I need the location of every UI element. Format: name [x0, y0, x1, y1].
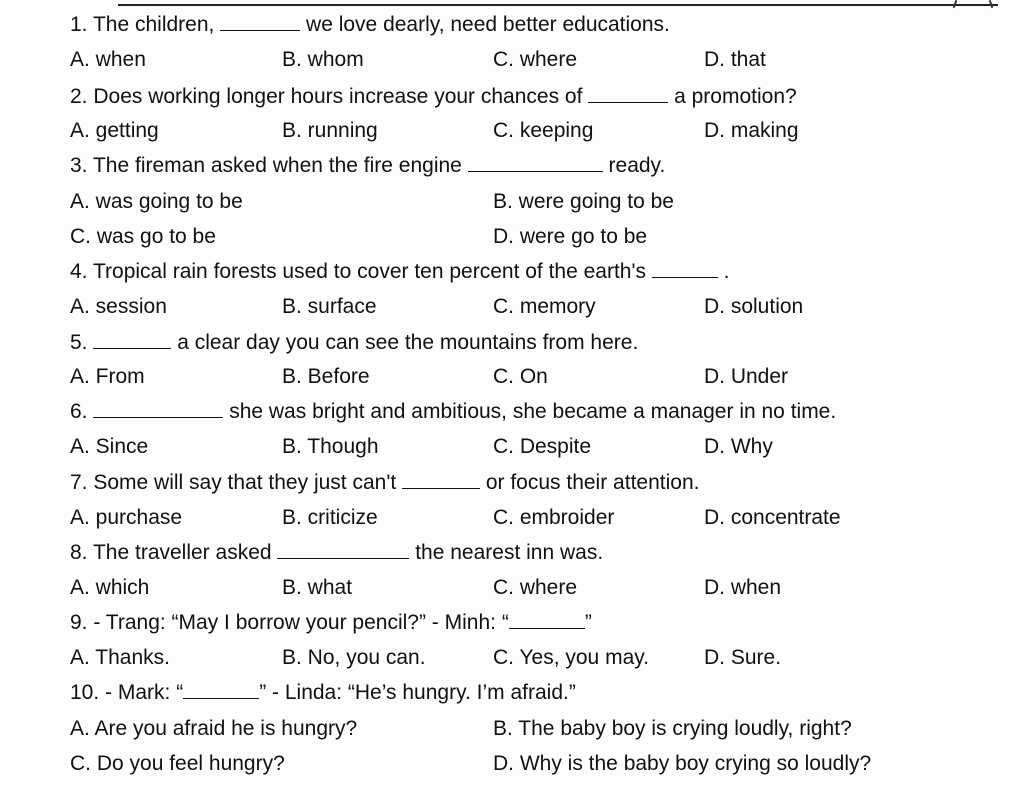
- q9-option-c[interactable]: C. Yes, you may.: [493, 646, 650, 669]
- q5-option-c[interactable]: C. On: [493, 365, 548, 388]
- q8-option-a[interactable]: A. which: [70, 576, 150, 599]
- q7-option-b[interactable]: B. criticize: [282, 506, 378, 529]
- answer-blank[interactable]: [277, 540, 409, 559]
- q10-option-b[interactable]: B. The baby boy is crying loudly, right?: [493, 717, 852, 740]
- q9-option-d[interactable]: D. Sure.: [704, 646, 782, 669]
- question-6-stem: 6. she was bright and ambitious, she became a manager in no time.: [70, 400, 837, 423]
- q5-option-a[interactable]: A. From: [70, 365, 145, 388]
- q1-option-c[interactable]: C. where: [493, 48, 578, 71]
- q6-option-a[interactable]: A. Since: [70, 435, 149, 458]
- q7-option-d[interactable]: D. concentrate: [704, 506, 841, 529]
- answer-blank[interactable]: [652, 259, 718, 278]
- q3-option-d[interactable]: D. were go to be: [493, 225, 648, 248]
- q8-option-d[interactable]: D. when: [704, 576, 782, 599]
- q9-option-b[interactable]: B. No, you can.: [282, 646, 426, 669]
- answer-blank[interactable]: [468, 153, 603, 172]
- question-1-stem: 1. The children, we love dearly, need better educations.: [70, 13, 670, 36]
- q5-option-b[interactable]: B. Before: [282, 365, 370, 388]
- q4-option-d[interactable]: D. solution: [704, 295, 804, 318]
- question-5-stem: 5. a clear day you can see the mountains from here.: [70, 331, 639, 354]
- answer-blank[interactable]: [183, 680, 259, 699]
- question-10-stem: 10. - Mark: “ ” - Linda: “He’s hungry. I’m afraid.”: [70, 681, 576, 704]
- q2-option-d[interactable]: D. making: [704, 119, 799, 142]
- q5-option-d[interactable]: D. Under: [704, 365, 789, 388]
- q1-option-b[interactable]: B. whom: [282, 48, 364, 71]
- q4-option-a[interactable]: A. session: [70, 295, 167, 318]
- q3-option-a[interactable]: A. was going to be: [70, 190, 243, 213]
- question-4-stem: 4. Tropical rain forests used to cover ten percent of the earth's .: [70, 260, 730, 283]
- q4-option-c[interactable]: C. memory: [493, 295, 596, 318]
- question-2-stem: 2. Does working longer hours increase your chances of a promotion?: [70, 85, 797, 108]
- q2-option-c[interactable]: C. keeping: [493, 119, 594, 142]
- q3-option-b[interactable]: B. were going to be: [493, 190, 674, 213]
- answer-blank[interactable]: [93, 330, 171, 349]
- q7-option-c[interactable]: C. embroider: [493, 506, 615, 529]
- answer-blank[interactable]: [93, 399, 223, 418]
- q4-option-b[interactable]: B. surface: [282, 295, 377, 318]
- q10-option-c[interactable]: C. Do you feel hungry?: [70, 752, 285, 775]
- question-7-stem: 7. Some will say that they just can't or focus their attention.: [70, 471, 700, 494]
- question-3-stem: 3. The fireman asked when the fire engine ready.: [70, 154, 666, 177]
- q10-option-d[interactable]: D. Why is the baby boy crying so loudly?: [493, 752, 872, 775]
- q3-option-c[interactable]: C. was go to be: [70, 225, 216, 248]
- top-rule: [118, 4, 998, 6]
- answer-blank[interactable]: [588, 84, 668, 103]
- q2-option-b[interactable]: B. running: [282, 119, 378, 142]
- q7-option-a[interactable]: A. purchase: [70, 506, 183, 529]
- question-9-stem: 9. - Trang: “May I borrow your pencil?” - Minh: “ ”: [70, 611, 592, 634]
- answer-blank[interactable]: [402, 470, 480, 489]
- q1-option-d[interactable]: D. that: [704, 48, 766, 71]
- q6-option-c[interactable]: C. Despite: [493, 435, 592, 458]
- q1-option-a[interactable]: A. when: [70, 48, 146, 71]
- answer-blank[interactable]: [509, 610, 585, 629]
- q6-option-b[interactable]: B. Though: [282, 435, 379, 458]
- q8-option-c[interactable]: C. where: [493, 576, 578, 599]
- q8-option-b[interactable]: B. what: [282, 576, 353, 599]
- q10-option-a[interactable]: A. Are you afraid he is hungry?: [70, 717, 358, 740]
- q6-option-d[interactable]: D. Why: [704, 435, 773, 458]
- answer-blank[interactable]: [220, 12, 300, 31]
- question-8-stem: 8. The traveller asked the nearest inn was.: [70, 541, 604, 564]
- q2-option-a[interactable]: A. getting: [70, 119, 159, 142]
- q9-option-a[interactable]: A. Thanks.: [70, 646, 170, 669]
